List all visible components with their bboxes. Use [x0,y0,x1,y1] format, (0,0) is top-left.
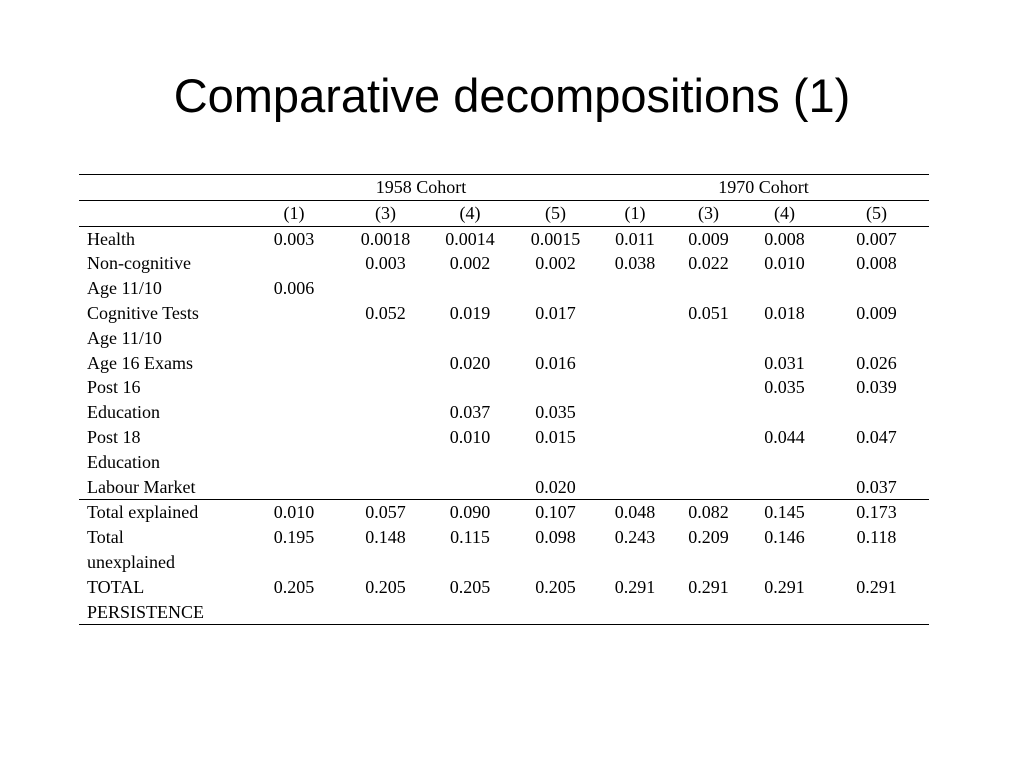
table-cell [598,326,672,351]
cohort-1970-header: 1970 Cohort [598,175,929,201]
row-label: Health [87,228,135,249]
table-cell: 0.038 [614,253,656,274]
column-header: (4) [427,200,513,226]
table-cell [427,450,513,475]
table-cell [513,276,598,301]
table-cell: 0.017 [535,302,576,323]
table-cell: 0.009 [856,302,897,323]
table-cell: 0.008 [856,253,897,274]
table-cell [745,600,824,625]
table-cell [745,326,824,351]
table-cell: 0.035 [535,402,576,423]
table-cell: 0.022 [688,253,729,274]
table-cell: 0.173 [856,502,897,523]
row-label: Age 11/10 [87,278,162,299]
table-cell [344,326,427,351]
table-cell [344,600,427,625]
table-cell [598,550,672,575]
table-cell: 0.003 [365,253,406,274]
table-row [79,276,929,301]
table-cell: 0.011 [615,228,655,249]
table-cell: 0.205 [535,576,576,597]
table-cell: 0.145 [764,502,805,523]
table-cell: 0.016 [535,352,576,373]
table-cell [344,276,427,301]
table-cell [244,301,344,326]
row-label: Total [87,527,124,548]
column-header-row [79,200,929,226]
table-cell: 0.006 [273,278,315,299]
column-header: (5) [513,200,598,226]
table-cell: 0.051 [688,302,729,323]
column-header: (1) [598,200,672,226]
table-cell: 0.037 [449,402,491,423]
table-cell [344,351,427,376]
table-cell [427,276,513,301]
table-cell [598,301,672,326]
table-cell: 0.003 [273,228,315,249]
table-cell [824,276,929,301]
table-cell [244,326,344,351]
table-cell: 0.002 [449,253,491,274]
table-row [79,475,929,500]
table-cell [672,450,745,475]
table-cell [824,326,929,351]
table-cell [244,425,344,450]
decomposition-table [79,174,929,625]
table-cell [745,450,824,475]
table-cell [672,600,745,625]
table-cell [244,351,344,376]
table-row [79,600,929,625]
table-cell: 0.115 [450,527,490,548]
table-cell [244,450,344,475]
table-cell: 0.010 [449,426,491,447]
table-cell [244,400,344,425]
table-cell [427,550,513,575]
table-cell: 0.044 [764,426,805,447]
table-cell: 0.020 [513,475,598,500]
table-cell [598,475,672,500]
table-cell [427,600,513,625]
table-row [79,450,929,475]
table-cell: 0.148 [365,527,406,548]
table-cell [513,600,598,625]
table-cell: 0.008 [764,228,805,249]
table-cell: 0.0015 [530,228,581,249]
table-row [79,251,929,276]
column-header: (5) [824,200,929,226]
table-cell: 0.015 [535,426,576,447]
table-cell [745,550,824,575]
table-cell: 0.098 [535,527,576,548]
row-label: Post 18 [87,426,141,447]
table-cell: 0.048 [614,502,656,523]
table-cell: 0.146 [764,527,805,548]
table-cell [344,450,427,475]
table-cell [598,450,672,475]
table-cell [598,276,672,301]
table-cell [598,600,672,625]
table-cell [598,375,672,400]
table-cell [244,550,344,575]
table-cell [824,600,929,625]
table-cell [344,425,427,450]
table-cell [244,375,344,400]
table-row [79,425,929,450]
row-label: Labour Market [79,475,244,500]
table-cell [672,550,745,575]
table-cell: 0.209 [688,527,729,548]
table-cell [672,276,745,301]
table-cell: 0.039 [856,377,897,398]
table-cell [344,475,427,500]
table-cell: 0.019 [449,302,491,323]
column-header: (1) [244,200,344,226]
table-cell: 0.018 [764,302,805,323]
table-cell: 0.0014 [445,228,495,249]
table-cell: 0.057 [365,502,406,523]
table-cell: 0.291 [614,576,656,597]
row-label: Education [87,402,160,423]
table-cell [745,276,824,301]
row-label: Post 16 [87,377,141,398]
table-cell [513,550,598,575]
table-cell [672,351,745,376]
table-cell: 0.010 [764,253,805,274]
table-cell: 0.243 [614,527,656,548]
column-header-blank-cell [79,200,244,226]
table-cell: 0.090 [449,502,491,523]
table-body [79,175,929,625]
table-cell [513,326,598,351]
table-row [79,400,929,425]
table-row [79,226,929,251]
cohort-header-row [79,175,929,201]
row-label: Non-cognitive [87,253,191,274]
row-label: Total explained [87,502,199,523]
row-label: unexplained [87,551,175,572]
table-cell [672,375,745,400]
header-blank-cell [79,175,244,201]
row-label: Education [87,451,160,472]
table-cell [824,400,929,425]
table-cell [513,375,598,400]
table-cell: 0.195 [273,527,315,548]
table-row [79,550,929,575]
table-cell [598,425,672,450]
row-label: Age 16 Exams [87,352,193,373]
table-cell: 0.031 [764,352,805,373]
table-cell: 0.107 [535,502,576,523]
table-cell: 0.291 [856,576,897,597]
table-cell: 0.010 [273,502,315,523]
slide-title: Comparative decompositions (1) [173,69,851,122]
column-header: (4) [745,200,824,226]
table-row [79,500,929,525]
table-cell [427,375,513,400]
table-cell [598,351,672,376]
table-cell [344,550,427,575]
table-cell [427,475,513,500]
table-cell [244,475,344,500]
row-label: Cognitive Tests [87,302,199,323]
table-row [79,575,929,600]
table-cell [672,400,745,425]
table-cell: 0.205 [365,576,406,597]
table-cell: 0.009 [688,228,729,249]
table-cell [672,475,745,500]
table-cell [745,475,824,500]
row-label: PERSISTENCE [79,600,244,625]
table-cell [672,326,745,351]
table-cell [672,425,745,450]
column-header: (3) [344,200,427,226]
table-cell: 0.007 [856,228,897,249]
table-cell [244,251,344,276]
table-cell [513,450,598,475]
table-cell: 0.291 [764,576,805,597]
table-cell [745,400,824,425]
table-cell [824,450,929,475]
table-cell [344,400,427,425]
table-row [79,326,929,351]
table-cell: 0.035 [764,377,805,398]
row-label: TOTAL [87,576,145,597]
table-cell: 0.205 [273,576,315,597]
table-cell: 0.002 [535,253,576,274]
cohort-1958-header: 1958 Cohort [244,175,598,201]
table-cell [344,375,427,400]
table-row [79,375,929,400]
table-cell: 0.037 [824,475,929,500]
table-cell [427,326,513,351]
column-header: (3) [672,200,745,226]
table-cell: 0.047 [856,426,897,447]
table-cell [244,600,344,625]
table-row [79,301,929,326]
row-label: Age 11/10 [87,327,162,348]
table-cell [824,550,929,575]
table-cell: 0.082 [688,502,729,523]
table-cell: 0.026 [856,352,897,373]
table-row [79,525,929,550]
table-cell: 0.291 [688,576,729,597]
table-row [79,351,929,376]
table-cell: 0.052 [365,302,406,323]
table-cell: 0.205 [449,576,491,597]
table-cell: 0.0018 [360,228,411,249]
table-cell [598,400,672,425]
table-cell: 0.118 [856,527,897,548]
table-cell: 0.020 [449,352,491,373]
